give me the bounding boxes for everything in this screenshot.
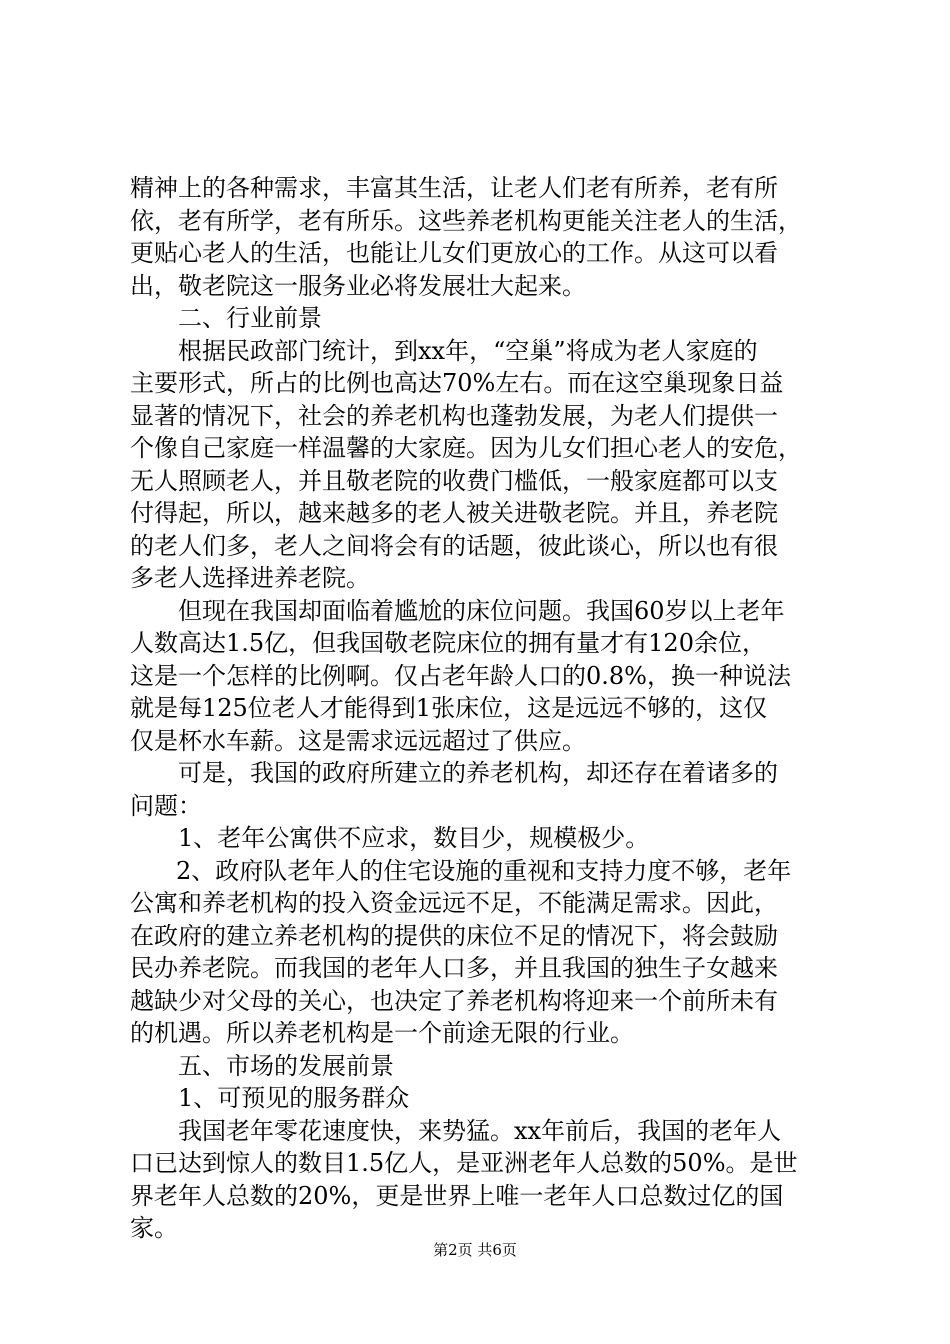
text-line: 主要形式，所占的比例也高达70%左右。而在这空巢现象日益 — [130, 369, 784, 397]
subsection-heading: 1、可预见的服务群众 — [178, 1084, 410, 1112]
text-line: 越缺少对父母的关心，也决定了养老机构将迎来一个前所未有 — [130, 986, 778, 1015]
text-line: 仅是杯水车薪。这是需求远远超过了供应。 — [130, 726, 586, 755]
text-line: 界老年人总数的20%，更是世界上唯一老年人口总数过亿的国 — [130, 1181, 784, 1210]
document-body — [130, 172, 830, 1245]
text-line: 付得起，所以，越来越多的老人被关进敬老院。并且，养老院 — [130, 499, 778, 527]
text-line: 无人照顾老人，并且敬老院的收费门槛低，一般家庭都可以支 — [130, 466, 778, 495]
text-line: 依，老有所学，老有所乐。这些养老机构更能关注老人的生活， — [130, 206, 802, 235]
text-line: 这是一个怎样的比例啊。仅占老年龄人口的0.8%，换一种说法 — [130, 661, 791, 690]
text-line: 多老人选择进养老院。 — [130, 564, 370, 592]
page-number: 第2页 共6页 — [433, 1241, 517, 1259]
text-line: 就是每125位老人才能得到1张床位，这是远远不够的，这仅 — [130, 694, 768, 722]
text-line: 个像自己家庭一样温馨的大家庭。因为儿女们担心老人的安危， — [130, 434, 802, 462]
text-line: 可是，我国的政府所建立的养老机构，却还存在着诸多的 — [178, 759, 778, 787]
section-heading: 五、市场的发展前景 — [178, 1051, 394, 1080]
text-line: 口已达到惊人的数目1.5亿人，是亚洲老年人总数的50%。是世 — [130, 1149, 798, 1177]
text-line: 但现在我国却面临着尴尬的床位问题。我国60岁以上老年 — [178, 596, 785, 625]
list-item: 2、政府队老年人的住宅设施的重视和支持力度不够，老年 — [176, 856, 792, 885]
text-line: 更贴心老人的生活，也能让儿女们更放心的工作。从这可以看 — [130, 239, 778, 267]
text-line: 根据民政部门统计，到xx年，“空巢”将成为老人家庭的 — [178, 336, 758, 365]
text-line: 的老人们多，老人之间将会有的话题，彼此谈心，所以也有很 — [130, 531, 778, 560]
section-heading: 二、行业前景 — [178, 304, 322, 332]
text-line: 出，敬老院这一服务业必将发展壮大起来。 — [130, 271, 586, 300]
text-line: 问题： — [130, 791, 202, 820]
text-line: 我国老年零花速度快，来势猛。xx年前后，我国的老年人 — [178, 1116, 782, 1145]
text-line: 精神上的各种需求，丰富其生活，让老人们老有所养，老有所 — [130, 174, 778, 202]
text-line: 公寓和养老机构的投入资金远远不足，不能满足需求。因此， — [130, 889, 778, 917]
text-line: 民办养老院。而我国的老年人口多，并且我国的独生子女越来 — [130, 954, 778, 982]
list-item: 1、老年公寓供不应求，数目少，规模极少。 — [178, 824, 650, 852]
text-line: 显著的情况下，社会的养老机构也蓬勃发展，为老人们提供一 — [130, 401, 778, 430]
text-line: 人数高达1.5亿，但我国敬老院床位的拥有量才有120余位， — [130, 629, 766, 657]
text-line: 在政府的建立养老机构的提供的床位不足的情况下，将会鼓励 — [130, 921, 778, 950]
text-line: 家。 — [130, 1214, 178, 1242]
text-line: 的机遇。所以养老机构是一个前途无限的行业。 — [130, 1019, 634, 1047]
